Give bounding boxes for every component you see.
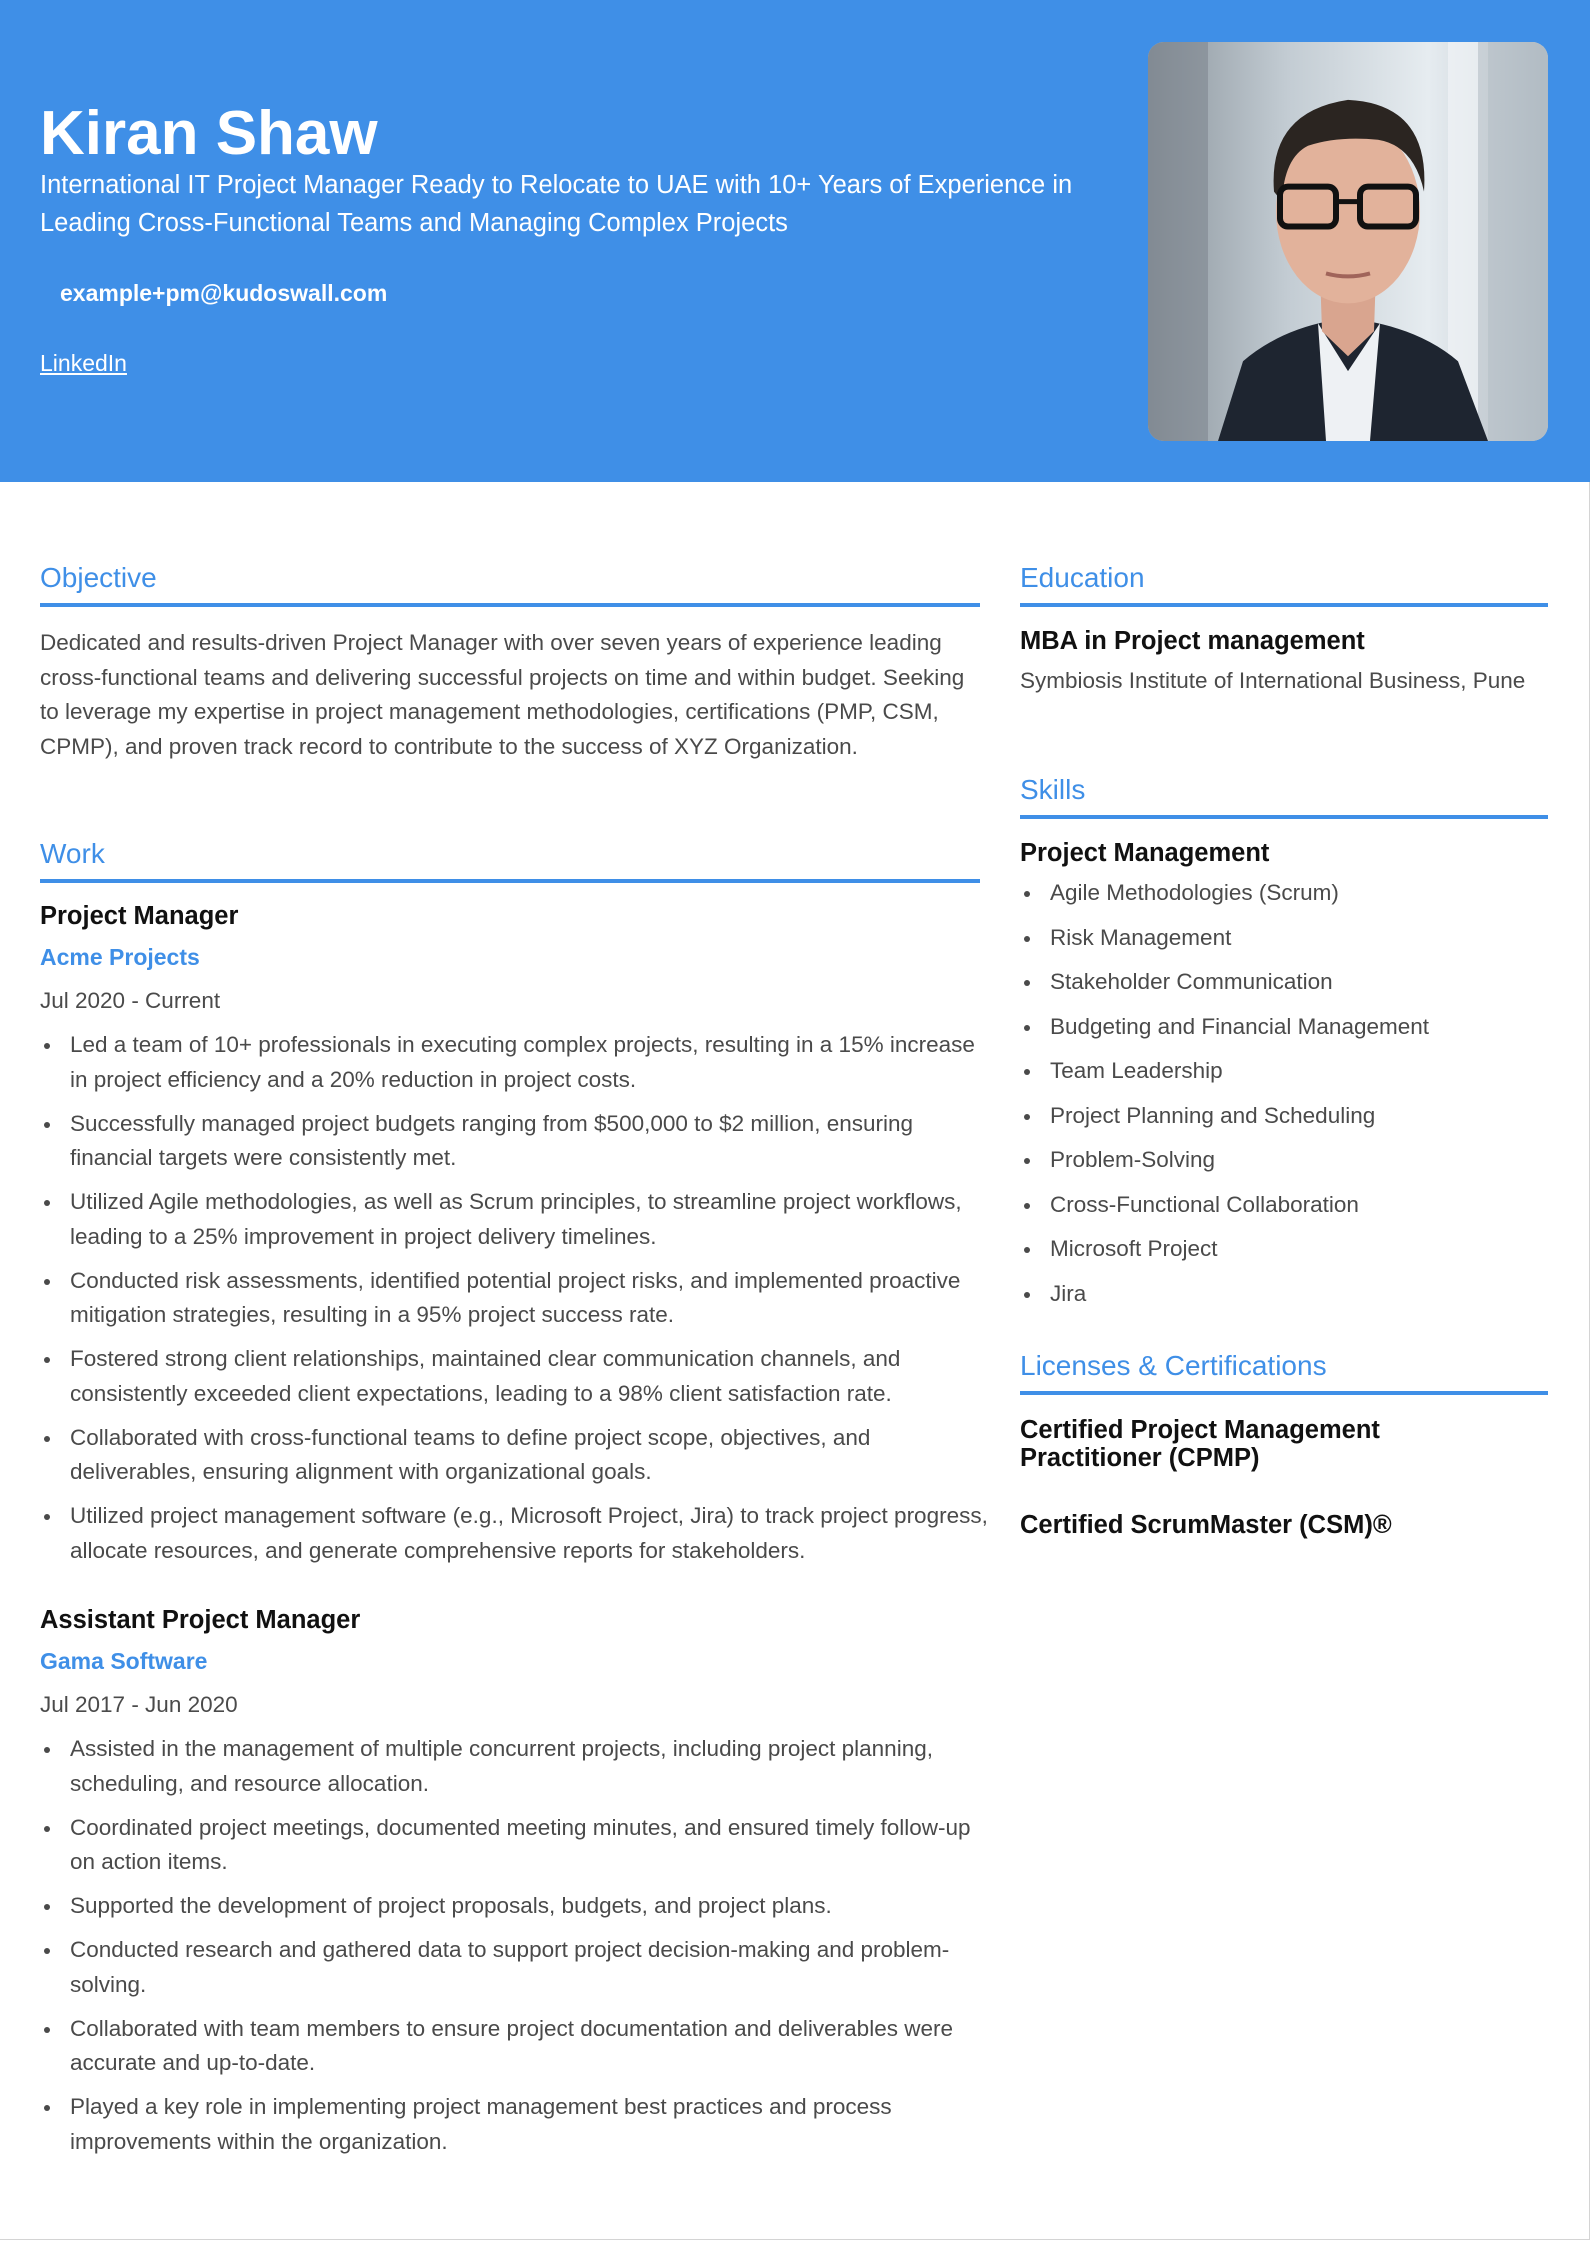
list-item: Assisted in the management of multiple concurrent projects, including project planning, scheduling, and resource allocation. (40, 1732, 990, 1801)
list-item: Collaborated with cross-functional teams to define project scope, objectives, and deliverables, ensuring alignment with organizational goals. (40, 1421, 990, 1490)
list-item: Budgeting and Financial Management (1020, 1012, 1548, 1057)
job-title: Project Manager (40, 902, 239, 930)
education-divider (1020, 603, 1548, 607)
list-item: Project Planning and Scheduling (1020, 1101, 1548, 1146)
degree-title: MBA in Project management (1020, 627, 1365, 655)
skills-list (1020, 878, 1548, 1323)
list-item: Stakeholder Communication (1020, 967, 1548, 1012)
list-item: Conducted risk assessments, identified potential project risks, and implemented proactive mitigation strategies, resulting in a 95% project success rate. (40, 1264, 990, 1333)
linkedin-link[interactable]: LinkedIn (40, 350, 127, 376)
list-item: Problem-Solving (1020, 1145, 1548, 1190)
candidate-name: Kiran Shaw (40, 99, 378, 168)
list-item: Agile Methodologies (Scrum) (1020, 878, 1548, 923)
profile-photo-image (1148, 42, 1548, 441)
job-company: Acme Projects (40, 944, 200, 970)
list-item: Supported the development of project proposals, budgets, and project plans. (40, 1889, 990, 1924)
job-title: Assistant Project Manager (40, 1606, 361, 1634)
job-company: Gama Software (40, 1648, 208, 1674)
job-dates: Jul 2017 - Jun 2020 (40, 1692, 238, 1717)
certification-item: Certified ScrumMaster (CSM)® (1020, 1511, 1392, 1539)
education-heading: Education (1020, 562, 1145, 593)
list-item: Collaborated with team members to ensure project documentation and deliverables were accurate and up-to-date. (40, 2012, 990, 2081)
certification-item: Certified Project Management Practitioner (CPMP) (1020, 1416, 1380, 1472)
list-item: Coordinated project meetings, documented meeting minutes, and ensured timely follow-up on action items. (40, 1811, 990, 1880)
contact-email: example+pm@kudoswall.com (60, 280, 388, 306)
work-divider (40, 879, 980, 883)
certifications-heading: Licenses & Certifications (1020, 1350, 1327, 1381)
job-dates: Jul 2020 - Current (40, 988, 221, 1013)
objective-heading: Objective (40, 562, 157, 593)
skills-divider (1020, 815, 1548, 819)
list-item: Utilized project management software (e.g., Microsoft Project, Jira) to track project progress, allocate resources, and generate comprehensive reports for stakeholders. (40, 1499, 990, 1568)
skill-group-title: Project Management (1020, 839, 1270, 867)
list-item: Conducted research and gathered data to support project decision-making and problem-solving. (40, 1933, 990, 2002)
job-bullets (40, 1732, 990, 2169)
list-item: Jira (1020, 1279, 1548, 1324)
resume-header (0, 0, 1590, 482)
list-item: Microsoft Project (1020, 1234, 1548, 1279)
certifications-divider (1020, 1391, 1548, 1395)
list-item: Cross-Functional Collaboration (1020, 1190, 1548, 1235)
profile-photo (1148, 42, 1548, 441)
work-heading: Work (40, 838, 105, 869)
list-item: Utilized Agile methodologies, as well as Scrum principles, to streamline project workflows, leading to a 25% improvement in project delivery timelines. (40, 1185, 990, 1254)
school-name: Symbiosis Institute of International Business, Pune (1020, 668, 1526, 693)
list-item: Fostered strong client relationships, maintained clear communication channels, and consistently exceeded client expectations, leading to a 98% client satisfaction rate. (40, 1342, 990, 1411)
objective-text: Dedicated and results-driven Project Manager with over seven years of experience leading cross-functional teams and delivering successful projects on time and within budget. Seeking to leverage my expertise in project management methodologies, certifications (PMP, CSM, CPMP), and proven track record to contribute to the success of XYZ Organization. (40, 630, 965, 759)
job-bullets (40, 1028, 990, 1578)
list-item: Successfully managed project budgets ranging from $500,000 to $2 million, ensuring financial targets were consistently met. (40, 1107, 990, 1176)
list-item: Played a key role in implementing project management best practices and process improvements within the organization. (40, 2090, 990, 2159)
skills-heading: Skills (1020, 774, 1086, 805)
list-item: Led a team of 10+ professionals in executing complex projects, resulting in a 15% increase in project efficiency and a 20% reduction in project costs. (40, 1028, 990, 1097)
list-item: Risk Management (1020, 923, 1548, 968)
candidate-headline: International IT Project Manager Ready to Relocate to UAE with 10+ Years of Experience in Leading Cross-Functional Teams and Managing Complex Projects (40, 171, 1073, 237)
objective-divider (40, 603, 980, 607)
list-item: Team Leadership (1020, 1056, 1548, 1101)
